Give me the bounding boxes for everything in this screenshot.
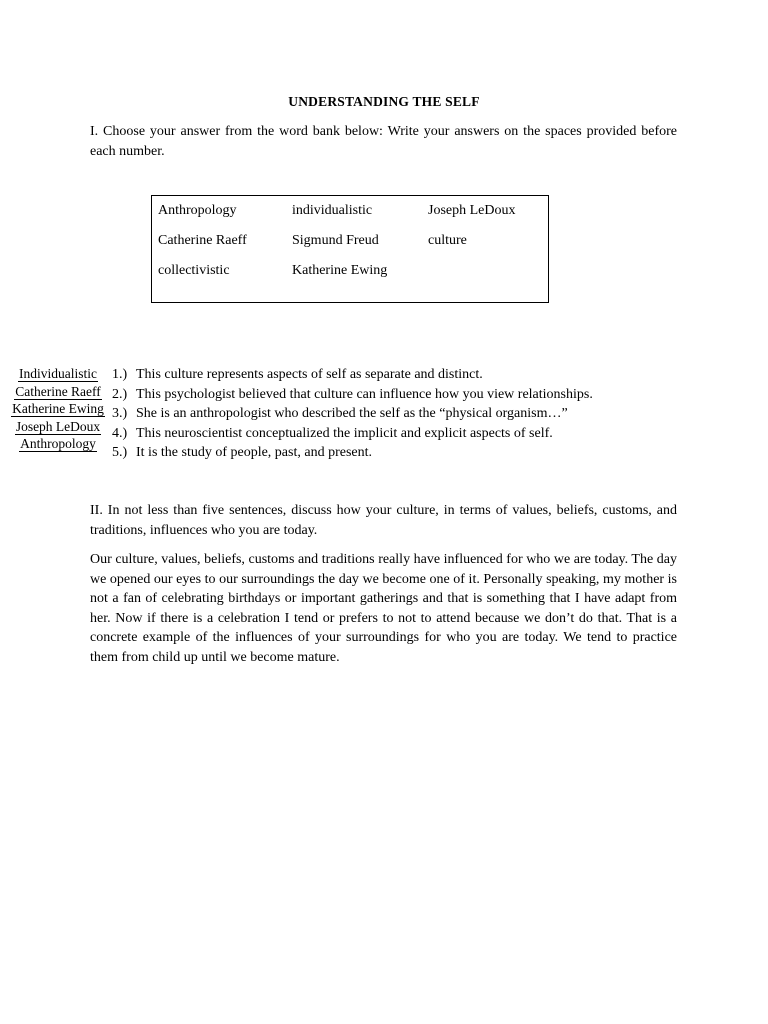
word-bank-item: culture — [428, 233, 467, 248]
word-bank — [151, 195, 549, 303]
question-text: It is the study of people, past, and present. — [136, 445, 373, 460]
word-bank-item: Sigmund Freud — [292, 233, 379, 248]
question-item — [112, 404, 593, 424]
question-list — [112, 365, 593, 463]
question-item — [112, 385, 593, 405]
question-text: She is an anthropologist who described the self as the “physical organism…” — [136, 406, 568, 421]
question-number: 3.) — [112, 406, 128, 421]
page-title: UNDERSTANDING THE SELF — [288, 94, 480, 109]
word-bank-item: Joseph LeDoux — [428, 203, 516, 218]
answer-list — [8, 365, 108, 453]
question-text: This neuroscientist conceptualized the implicit and explicit aspects of self. — [136, 425, 553, 441]
question-number: 1.) — [112, 367, 128, 382]
question-text: This psychologist believed that culture can influence how you view relationships. — [136, 386, 593, 402]
word-bank-item: Anthropology — [158, 203, 237, 218]
essay-response: Our culture, values, beliefs, customs and traditions really have influenced for who we are today. The day we opened our eyes to our surroundings the day we become one of it. Personally speaking, my mother is not a fan of celebrating birthdays or important gatherings and that is something that I have adapt from her. Now if there is a celebration I tend or prefers to not to attend because we don’t do that. That is a concrete example of the influences of your surroundings for who you are today. We tend to practice them from child up until we become mature. — [90, 552, 677, 665]
word-bank-item: Katherine Ewing — [292, 263, 388, 278]
answer-blank: Anthropology — [20, 436, 96, 451]
answer-blank: Individualistic — [19, 366, 97, 381]
part2-instructions: II. In not less than five sentences, discuss how your culture, in terms of values, beliefs, customs, and traditions, influences who you are today. — [90, 503, 677, 538]
word-bank-item: Catherine Raeff — [158, 233, 247, 248]
question-text: This culture represents aspects of self as separate and distinct. — [136, 367, 483, 382]
answer-blank: Catherine Raeff — [15, 383, 101, 399]
word-bank-item: collectivistic — [158, 263, 230, 278]
part1-instructions: I. Choose your answer from the word bank below: Write your answers on the spaces provided before each number. — [90, 124, 677, 159]
question-item — [112, 424, 593, 444]
question-number: 4.) — [112, 425, 128, 441]
question-number: 5.) — [112, 445, 128, 460]
question-item — [112, 443, 593, 463]
answer-blank: Katherine Ewing — [12, 401, 104, 416]
question-number: 2.) — [112, 386, 128, 402]
word-bank-item: individualistic — [292, 203, 373, 218]
answer-blank: Joseph LeDoux — [15, 418, 101, 434]
question-item — [112, 365, 593, 385]
